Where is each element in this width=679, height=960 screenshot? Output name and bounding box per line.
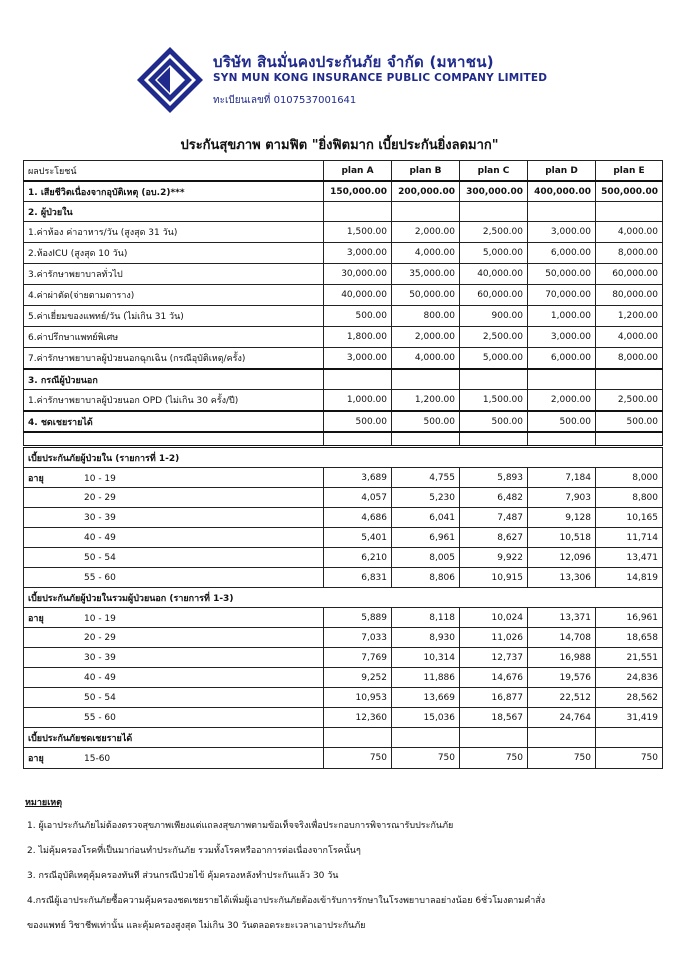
value-cell: 12,737: [460, 648, 528, 668]
value-cell: 6,041: [392, 508, 460, 528]
value-cell: 18,658: [596, 628, 663, 648]
note-item: 3. กรณีอุบัติเหตุคุ้มครองทันที ส่วนกรณีป่วยไข้ คุ้มครองหลังทำประกันแล้ว 30 วัน: [27, 871, 339, 881]
inpatient-row: [24, 264, 663, 285]
section-heading: เบี้ยประกันภัยผู้ป่วยในรวมผู้ป่วยนอก (รายการที่ 1-3): [24, 588, 663, 608]
company-header: [0, 0, 679, 120]
value-cell: 8,000.00: [596, 243, 663, 264]
value-cell: 12,360: [324, 708, 392, 728]
inpatient-row: [24, 285, 663, 306]
value-cell: 2,500.00: [460, 222, 528, 243]
value-cell: 40,000.00: [460, 264, 528, 285]
empty-cell: [324, 728, 392, 748]
premium-ipd-heading-row: [24, 447, 663, 468]
value-cell: 7,769: [324, 648, 392, 668]
value-cell: 750: [392, 748, 460, 769]
note-item: 4.กรณีผู้เอาประกันภัยซื้อความคุ้มครองชดเชยรายได้เพิ่มผู้เอาประกันภัยต้องเข้ารับการรักษาในโรงพยาบาลอย่างน้อย 6ชั่วโมงตามคำสั่ง: [27, 896, 546, 906]
value-cell: 4,686: [324, 508, 392, 528]
empty-cell: [596, 202, 663, 222]
value-cell: 750: [460, 748, 528, 769]
value-cell: 800.00: [392, 306, 460, 327]
row-label: 4. ชดเชยรายได้: [24, 411, 324, 432]
value-cell: 8,005: [392, 548, 460, 568]
value-cell: 9,128: [528, 508, 596, 528]
row-label: 1.ค่ารักษาพยาบาลผู้ป่วยนอก OPD (ไม่เกิน 30 ครั้ง/ปี): [24, 390, 324, 412]
age-cell: [24, 608, 324, 628]
premium-age-row: [24, 488, 663, 508]
empty-cell: [324, 202, 392, 222]
empty-cell: [392, 202, 460, 222]
value-cell: 6,482: [460, 488, 528, 508]
value-cell: 4,755: [392, 468, 460, 488]
value-cell: plan B: [392, 161, 460, 182]
value-cell: 1,500.00: [324, 222, 392, 243]
value-cell: 500.00: [528, 411, 596, 432]
value-cell: 8,118: [392, 608, 460, 628]
value-cell: 6,210: [324, 548, 392, 568]
age-cell: [24, 568, 324, 588]
inpatient-row: [24, 222, 663, 243]
value-cell: 7,033: [324, 628, 392, 648]
benefit-table: [23, 160, 663, 769]
value-cell: 11,714: [596, 528, 663, 548]
premium-age-row: [24, 688, 663, 708]
value-cell: 19,576: [528, 668, 596, 688]
row-label: 6.ค่าปรึกษาแพทย์พิเศษ: [24, 327, 324, 348]
value-cell: 500.00: [596, 411, 663, 432]
value-cell: 7,487: [460, 508, 528, 528]
row-label: 5.ค่าเยี่ยมของแพทย์/วัน (ไม่เกิน 31 วัน): [24, 306, 324, 327]
value-cell: 5,000.00: [460, 348, 528, 370]
age-cell: [24, 508, 324, 528]
value-cell: 8,627: [460, 528, 528, 548]
value-cell: 24,764: [528, 708, 596, 728]
empty-cell: [460, 202, 528, 222]
value-cell: 15,036: [392, 708, 460, 728]
value-cell: 14,676: [460, 668, 528, 688]
note-item: 1. ผู้เอาประกันภัยไม่ต้องตรวจสุขภาพเพียงแต่แถลงสุขภาพตามข้อเท็จจริงเพื่อประกอบการพิจารณารับประกันภัย: [27, 821, 454, 831]
value-cell: 30,000.00: [324, 264, 392, 285]
value-cell: 3,000.00: [528, 327, 596, 348]
age-cell: [24, 488, 324, 508]
value-cell: 6,961: [392, 528, 460, 548]
value-cell: 16,961: [596, 608, 663, 628]
accident-row: [24, 181, 663, 202]
premium-comp-heading-row: [24, 728, 663, 748]
age-cell: [24, 668, 324, 688]
value-cell: 13,669: [392, 688, 460, 708]
company-name-thai: บริษัท สินมั่นคงประกันภัย จำกัด (มหาชน): [213, 53, 494, 71]
age-range: 55 - 60: [84, 712, 116, 723]
value-cell: 9,922: [460, 548, 528, 568]
company-logo-icon: [135, 45, 205, 115]
age-cell: [24, 648, 324, 668]
age-cell: [24, 468, 324, 488]
value-cell: 750: [528, 748, 596, 769]
age-range: 20 - 29: [84, 492, 116, 503]
value-cell: 3,689: [324, 468, 392, 488]
inpatient-heading-row: [24, 202, 663, 222]
age-range: 50 - 54: [84, 692, 116, 703]
value-cell: 500,000.00: [596, 181, 663, 202]
value-cell: 6,000.00: [528, 348, 596, 370]
value-cell: 4,000.00: [596, 222, 663, 243]
age-range: 20 - 29: [84, 632, 116, 643]
premium-age-row: [24, 608, 663, 628]
value-cell: 35,000.00: [392, 264, 460, 285]
inpatient-row: [24, 348, 663, 370]
age-range: 10 - 19: [84, 613, 116, 624]
value-cell: plan E: [596, 161, 663, 182]
header-label: ผลประโยชน์: [24, 161, 324, 182]
value-cell: 10,518: [528, 528, 596, 548]
empty-cell: [596, 728, 663, 748]
value-cell: 8,930: [392, 628, 460, 648]
age-range: 55 - 60: [84, 572, 116, 583]
age-label: อายุ: [28, 473, 44, 484]
notes-heading: หมายเหตุ: [25, 798, 63, 808]
age-range: 30 - 39: [84, 512, 116, 523]
company-name-english: SYN MUN KONG INSURANCE PUBLIC COMPANY LIMITED: [213, 72, 548, 84]
premium-age-row: [24, 528, 663, 548]
empty-cell: [24, 432, 324, 447]
row-label: 1. เสียชีวิตเนื่องจากอุบัติเหตุ (อบ.2)***: [24, 181, 324, 202]
value-cell: 1,000.00: [528, 306, 596, 327]
age-range: 50 - 54: [84, 552, 116, 563]
value-cell: 8,000: [596, 468, 663, 488]
empty-cell: [460, 728, 528, 748]
value-cell: 31,419: [596, 708, 663, 728]
value-cell: 8,806: [392, 568, 460, 588]
empty-cell: [392, 728, 460, 748]
value-cell: 18,567: [460, 708, 528, 728]
empty-cell: [324, 432, 392, 447]
value-cell: 7,184: [528, 468, 596, 488]
value-cell: 10,024: [460, 608, 528, 628]
age-cell: [24, 628, 324, 648]
value-cell: 2,000.00: [528, 390, 596, 412]
empty-cell: [596, 369, 663, 390]
value-cell: 10,165: [596, 508, 663, 528]
section-heading: 3. กรณีผู้ป่วยนอก: [24, 369, 324, 390]
note-item: ของแพทย์ วิชาชีพเท่านั้น และคุ้มครองสูงสุด ไม่เกิน 30 วันตลอดระยะเวลาเอาประกันภัย: [27, 921, 366, 931]
empty-cell: [528, 432, 596, 447]
empty-cell: [528, 369, 596, 390]
value-cell: 6,000.00: [528, 243, 596, 264]
value-cell: 1,200.00: [596, 306, 663, 327]
value-cell: 3,000.00: [324, 348, 392, 370]
value-cell: 6,831: [324, 568, 392, 588]
value-cell: 1,200.00: [392, 390, 460, 412]
document-title: ประกันสุขภาพ ตามฟิต "ยิ่งฟิตมาก เบี้ยประกันยิ่งลดมาก": [180, 138, 499, 153]
empty-cell: [528, 202, 596, 222]
empty-cell: [460, 432, 528, 447]
premium-age-row: [24, 508, 663, 528]
value-cell: 750: [324, 748, 392, 769]
empty-cell: [528, 728, 596, 748]
value-cell: 2,500.00: [596, 390, 663, 412]
value-cell: 13,471: [596, 548, 663, 568]
age-range: 40 - 49: [84, 672, 116, 683]
premium-age-row: [24, 568, 663, 588]
age-cell: [24, 528, 324, 548]
empty-cell: [324, 369, 392, 390]
value-cell: 2,000.00: [392, 222, 460, 243]
premium-age-row: [24, 548, 663, 568]
value-cell: 2,000.00: [392, 327, 460, 348]
company-registration: ทะเบียนเลขที่ 0107537001641: [213, 95, 357, 106]
empty-cell: [596, 432, 663, 447]
value-cell: 1,000.00: [324, 390, 392, 412]
age-cell: [24, 688, 324, 708]
value-cell: 60,000.00: [596, 264, 663, 285]
value-cell: 7,903: [528, 488, 596, 508]
section-heading: เบี้ยประกันภัยผู้ป่วยใน (รายการที่ 1-2): [24, 447, 663, 468]
value-cell: 80,000.00: [596, 285, 663, 306]
row-label: 2.ห้องICU (สูงสุด 10 วัน): [24, 243, 324, 264]
value-cell: 11,886: [392, 668, 460, 688]
row-label: 3.ค่ารักษาพยาบาลทั่วไป: [24, 264, 324, 285]
value-cell: 16,988: [528, 648, 596, 668]
age-range: 10 - 19: [84, 473, 116, 484]
value-cell: 5,230: [392, 488, 460, 508]
age-cell: [24, 548, 324, 568]
inpatient-row: [24, 306, 663, 327]
age-cell: [24, 708, 324, 728]
empty-cell: [460, 369, 528, 390]
empty-cell: [392, 432, 460, 447]
value-cell: 14,708: [528, 628, 596, 648]
outpatient-heading-row: [24, 369, 663, 390]
value-cell: 10,915: [460, 568, 528, 588]
value-cell: 24,836: [596, 668, 663, 688]
value-cell: 50,000.00: [528, 264, 596, 285]
value-cell: 200,000.00: [392, 181, 460, 202]
value-cell: 16,877: [460, 688, 528, 708]
value-cell: 11,026: [460, 628, 528, 648]
spacer-row: [24, 432, 663, 447]
inpatient-row: [24, 327, 663, 348]
value-cell: 60,000.00: [460, 285, 528, 306]
outpatient-row: [24, 390, 663, 412]
value-cell: 3,000.00: [528, 222, 596, 243]
premium-age-row: [24, 628, 663, 648]
value-cell: 5,893: [460, 468, 528, 488]
value-cell: 50,000.00: [392, 285, 460, 306]
value-cell: 70,000.00: [528, 285, 596, 306]
row-label: 4.ค่าผ่าตัด(จ่ายตามตาราง): [24, 285, 324, 306]
age-label: อายุ: [28, 613, 44, 624]
value-cell: 5,889: [324, 608, 392, 628]
premium-comp-row: [24, 748, 663, 769]
value-cell: 3,000.00: [324, 243, 392, 264]
value-cell: 10,314: [392, 648, 460, 668]
value-cell: plan C: [460, 161, 528, 182]
value-cell: 150,000.00: [324, 181, 392, 202]
age-range: 30 - 39: [84, 652, 116, 663]
empty-cell: [392, 369, 460, 390]
value-cell: 22,512: [528, 688, 596, 708]
premium-age-row: [24, 708, 663, 728]
value-cell: 21,551: [596, 648, 663, 668]
section-heading: เบี้ยประกันภัยชดเชยรายได้: [24, 728, 324, 748]
value-cell: 28,562: [596, 688, 663, 708]
value-cell: 14,819: [596, 568, 663, 588]
value-cell: 750: [596, 748, 663, 769]
value-cell: 2,500.00: [460, 327, 528, 348]
value-cell: 4,000.00: [392, 348, 460, 370]
inpatient-row: [24, 243, 663, 264]
notes-section: [25, 795, 665, 943]
value-cell: 9,252: [324, 668, 392, 688]
value-cell: 4,057: [324, 488, 392, 508]
value-cell: 1,500.00: [460, 390, 528, 412]
value-cell: 5,000.00: [460, 243, 528, 264]
value-cell: 4,000.00: [392, 243, 460, 264]
value-cell: 900.00: [460, 306, 528, 327]
premium-all-heading-row: [24, 588, 663, 608]
value-cell: 1,800.00: [324, 327, 392, 348]
value-cell: 500.00: [324, 306, 392, 327]
value-cell: 8,800: [596, 488, 663, 508]
age-label: อายุ: [28, 754, 44, 764]
value-cell: 300,000.00: [460, 181, 528, 202]
table-header-row: [24, 161, 663, 182]
value-cell: 12,096: [528, 548, 596, 568]
value-cell: 500.00: [392, 411, 460, 432]
value-cell: 13,306: [528, 568, 596, 588]
value-cell: 8,000.00: [596, 348, 663, 370]
value-cell: 5,401: [324, 528, 392, 548]
value-cell: 500.00: [460, 411, 528, 432]
age-range: 40 - 49: [84, 532, 116, 543]
value-cell: plan A: [324, 161, 392, 182]
value-cell: 500.00: [324, 411, 392, 432]
value-cell: 10,953: [324, 688, 392, 708]
age-cell: [24, 748, 324, 769]
value-cell: 13,371: [528, 608, 596, 628]
premium-age-row: [24, 668, 663, 688]
row-label: 1.ค่าห้อง ค่าอาหาร/วัน (สูงสุด 31 วัน): [24, 222, 324, 243]
note-item: 2. ไม่คุ้มครองโรคที่เป็นมาก่อนทำประกันภัย รวมทั้งโรคหรืออาการต่อเนื่องจากโรคนั้นๆ: [27, 846, 361, 856]
value-cell: 40,000.00: [324, 285, 392, 306]
age-range: 15-60: [84, 754, 111, 764]
value-cell: 4,000.00: [596, 327, 663, 348]
value-cell: 400,000.00: [528, 181, 596, 202]
compensation-row: [24, 411, 663, 432]
section-heading: 2. ผู้ป่วยใน: [24, 202, 324, 222]
row-label: 7.ค่ารักษาพยาบาลผู้ป่วยนอกฉุกเฉิน (กรณีอุบัติเหตุ/ครั้ง): [24, 348, 324, 370]
premium-age-row: [24, 648, 663, 668]
value-cell: plan D: [528, 161, 596, 182]
premium-age-row: [24, 468, 663, 488]
